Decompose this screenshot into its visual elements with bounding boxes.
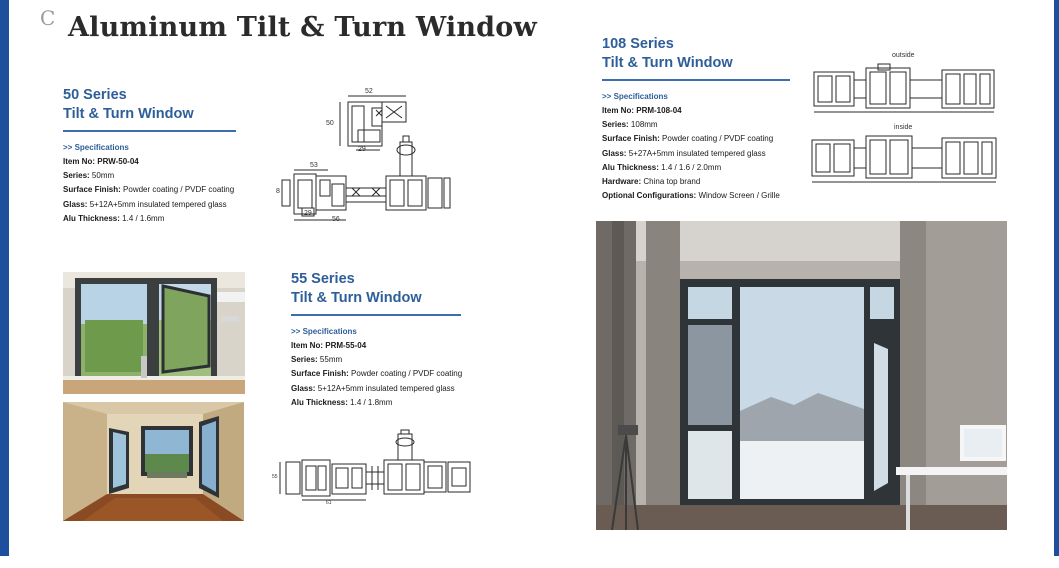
series-108-spec-item [602,104,790,118]
left-edge-bar [0,0,9,556]
spec-value: 108mm [630,120,658,130]
spec-label: Hardware: [602,177,642,187]
series-108-spec-glass [602,147,790,161]
spec-label: Glass: [63,199,88,209]
series-108-spec-hardware [602,175,790,189]
section-label-inside: inside [894,124,913,131]
spec-value: 50mm [91,171,115,181]
series-55-spec-series [291,353,461,367]
spec-value: 5+12A+5mm insulated tempered glass [89,199,227,209]
spec-label: Series: [63,171,90,181]
series-55-spec-thickness [291,396,461,410]
spec-label: Glass: [602,148,627,158]
series-50-block [63,86,236,226]
spec-value: PRM-55-04 [325,341,367,350]
series-50-name: 50 Series [63,87,127,103]
series-55-profile-drawing [272,428,480,510]
spec-value: 5+12A+5mm insulated tempered glass [317,383,455,393]
spec-label: Item No: [291,341,323,350]
spec-label: Optional Configurations: [602,191,697,201]
spec-label: Series: [602,120,629,130]
dimension-label: 53 [310,162,318,169]
dimension-label: 56 [332,216,340,223]
right-edge-bar [1054,0,1059,556]
series-108-spec-thickness [602,161,790,175]
section-label-outside: outside [892,52,915,59]
series-50-spec-series [63,169,236,183]
series-108-spec-options [602,189,790,203]
spec-label: Glass: [291,383,316,393]
footer-gap [0,556,1059,568]
brand-mark: C [40,6,56,30]
series-50-profile-drawing [276,84,462,228]
spec-value: China top brand [643,177,701,187]
series-50-spec-heading: >> Specifications [63,143,129,152]
spec-label: Surface Finish: [602,134,660,144]
series-55-spec-finish [291,367,461,381]
series-55-rule [291,314,461,316]
spec-value: Window Screen / Grille [698,191,780,201]
corner-room-window-photo [63,402,244,521]
series-108-spec-series [602,118,790,132]
series-50-subtitle: Tilt & Turn Window [63,106,194,122]
spec-value: PRW-50-04 [97,157,139,166]
series-108-name: 108 Series [602,36,674,52]
kitchen-window-photo [63,272,245,394]
spec-label: Item No: [63,157,95,166]
spec-label: Alu Thickness: [602,162,659,172]
dimension-label: 29 [304,210,312,217]
spec-value: 1.4 / 1.6mm [122,213,165,223]
dimension-label: 29 [358,146,366,153]
series-55-block [291,270,461,410]
series-108-rule [602,79,790,81]
spec-label: Item No: [602,106,634,115]
spec-value: 1.4 / 1.6 / 2.0mm [661,162,722,172]
spec-value: Powder coating / PVDF coating [123,185,235,195]
series-55-spec-glass [291,382,461,396]
spec-label: Surface Finish: [63,185,121,195]
spec-value: Powder coating / PVDF coating [351,369,463,379]
spec-value: Powder coating / PVDF coating [662,134,774,144]
dimension-label: 8 [276,188,280,195]
series-55-name: 55 Series [291,271,355,287]
living-room-window-photo [596,221,1007,530]
spec-label: Alu Thickness: [63,213,120,223]
series-108-subtitle: Tilt & Turn Window [602,55,733,71]
spec-value: 5+27A+5mm insulated tempered glass [628,148,766,158]
spec-label: Series: [291,355,318,365]
spec-value: PRM-108-04 [636,106,682,115]
series-55-subtitle: Tilt & Turn Window [291,290,422,306]
series-55-spec-heading: >> Specifications [291,327,357,336]
series-108-profile-drawing [806,50,1006,188]
dimension-label: 55 [272,474,278,480]
series-50-spec-finish [63,183,236,197]
series-50-spec-item [63,155,236,169]
series-50-rule [63,130,236,132]
spec-label: Surface Finish: [291,369,349,379]
dimension-label: 61 [326,500,332,506]
spec-label: Alu Thickness: [291,397,348,407]
dimension-label: 50 [326,120,334,127]
series-55-spec-item [291,339,461,353]
dimension-label: 52 [365,88,373,95]
spec-value: 1.4 / 1.8mm [350,397,393,407]
series-108-spec-heading: >> Specifications [602,92,668,101]
spec-value: 55mm [319,355,343,365]
series-50-spec-glass [63,198,236,212]
series-108-spec-finish [602,132,790,146]
series-108-block [602,35,790,203]
page-title: Aluminum Tilt & Turn Window [68,12,537,43]
series-50-spec-thickness [63,212,236,226]
